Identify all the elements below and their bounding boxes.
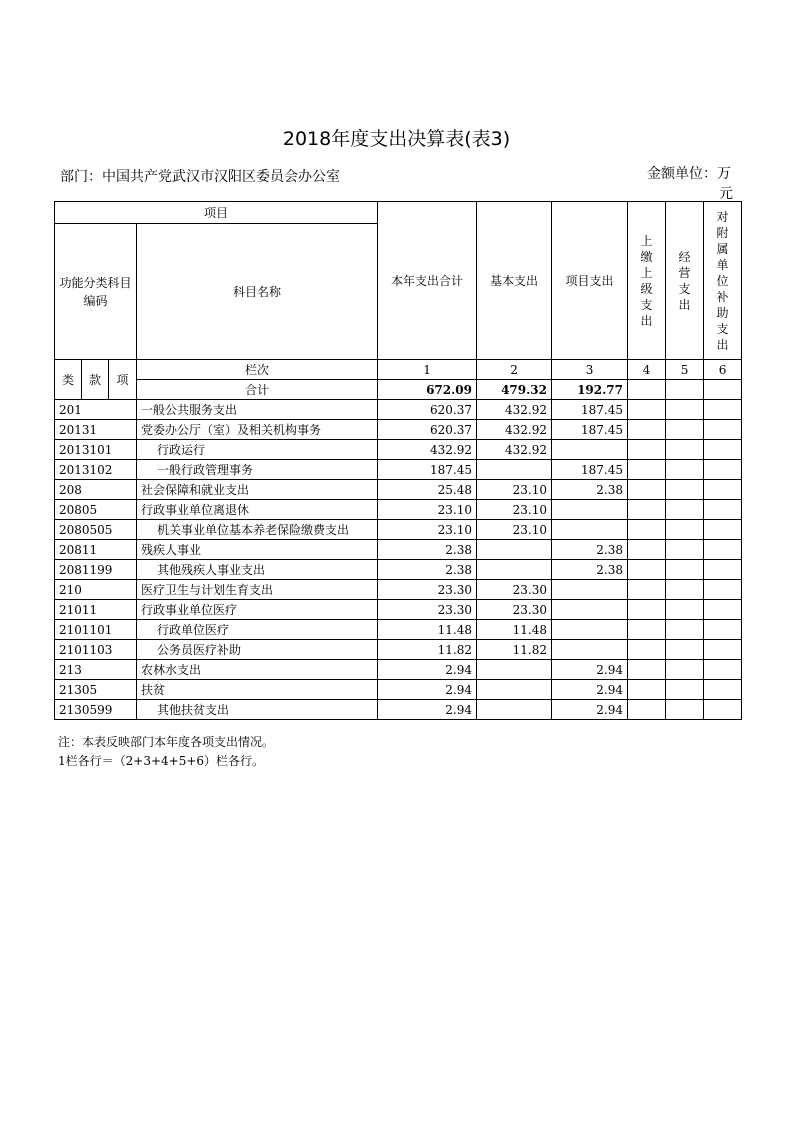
header-char: 位 (716, 273, 729, 288)
header-upper (628, 202, 666, 360)
row-item: 2.94 (552, 680, 628, 700)
sum-business (666, 380, 704, 400)
row-code: 2013101 (55, 440, 137, 460)
row-basic: 11.82 (477, 640, 552, 660)
row-code: 210 (55, 580, 137, 600)
header-char: 补 (716, 289, 729, 304)
row-subsidy (704, 440, 742, 460)
header-char: 出 (716, 337, 729, 352)
row-business (666, 480, 704, 500)
col-num: 3 (552, 360, 628, 380)
row-total: 2.94 (378, 680, 477, 700)
department-label: 部门：中国共产党武汉市汉阳区委员会办公室 (60, 169, 340, 185)
row-basic: 23.10 (477, 520, 552, 540)
header-subsidy (704, 202, 742, 360)
row-code: 2081199 (55, 560, 137, 580)
row-name: 其他扶贫支出 (137, 700, 378, 720)
header-lanci: 栏次 (137, 360, 378, 380)
row-basic (477, 680, 552, 700)
row-name: 社会保障和就业支出 (137, 480, 378, 500)
row-business (666, 660, 704, 680)
header-char: 单 (716, 257, 729, 272)
header-char: 出 (678, 297, 691, 312)
row-basic: 11.48 (477, 620, 552, 640)
sum-subsidy (704, 380, 742, 400)
row-item (552, 500, 628, 520)
note-line: 注：本表反映部门本年度各项支出情况。 (58, 735, 275, 749)
header-total: 本年支出合计 (378, 202, 477, 360)
row-upper (628, 480, 666, 500)
row-total: 23.10 (378, 520, 477, 540)
row-total: 187.45 (378, 460, 477, 480)
row-subsidy (704, 460, 742, 480)
row-code: 2080505 (55, 520, 137, 540)
table-row (55, 560, 742, 580)
row-upper (628, 420, 666, 440)
row-basic: 23.30 (477, 600, 552, 620)
row-basic: 23.30 (477, 580, 552, 600)
col-num: 1 (378, 360, 477, 380)
row-business (666, 600, 704, 620)
header-char: 属 (716, 241, 729, 256)
row-total: 620.37 (378, 420, 477, 440)
header-char: 缴 (640, 249, 653, 264)
row-basic (477, 660, 552, 680)
row-code: 20131 (55, 420, 137, 440)
row-name: 一般行政管理事务 (137, 460, 378, 480)
row-upper (628, 640, 666, 660)
row-name: 行政事业单位医疗 (137, 600, 378, 620)
header-func-code: 功能分类科目编码 (55, 224, 137, 360)
row-subsidy (704, 640, 742, 660)
row-item (552, 580, 628, 600)
expenditure-table (54, 201, 742, 720)
note-line: 1栏各行＝（2+3+4+5+6）栏各行。 (58, 754, 265, 768)
header-char: 经 (678, 249, 691, 264)
row-code: 213 (55, 660, 137, 680)
row-name: 公务员医疗补助 (137, 640, 378, 660)
table-row (55, 640, 742, 660)
row-name: 残疾人事业 (137, 540, 378, 560)
header-lei: 类 (55, 360, 82, 400)
row-total: 432.92 (378, 440, 477, 460)
row-subsidy (704, 540, 742, 560)
row-basic (477, 700, 552, 720)
table-row (55, 400, 742, 420)
header-char: 出 (640, 313, 653, 328)
row-name: 农林水支出 (137, 660, 378, 680)
table-row (55, 580, 742, 600)
amount-unit-text: 金额单位：万 (647, 166, 731, 182)
row-item (552, 520, 628, 540)
row-item: 2.38 (552, 560, 628, 580)
row-business (666, 420, 704, 440)
row-subsidy (704, 400, 742, 420)
row-total: 2.38 (378, 540, 477, 560)
sum-item: 192.77 (552, 380, 628, 400)
row-upper (628, 460, 666, 480)
row-code: 2101101 (55, 620, 137, 640)
row-basic (477, 560, 552, 580)
row-business (666, 400, 704, 420)
row-business (666, 620, 704, 640)
row-subsidy (704, 420, 742, 440)
table-row (55, 440, 742, 460)
table-row (55, 680, 742, 700)
header-char: 附 (716, 225, 729, 240)
table-row (55, 660, 742, 680)
amount-unit-label (647, 164, 737, 204)
row-item: 2.38 (552, 480, 628, 500)
table-row (55, 480, 742, 500)
row-upper (628, 700, 666, 720)
row-business (666, 460, 704, 480)
table-row (55, 500, 742, 520)
row-total: 11.48 (378, 620, 477, 640)
row-total: 23.30 (378, 600, 477, 620)
page-title: 2018年度支出决算表(表3) (282, 128, 511, 150)
row-upper (628, 400, 666, 420)
header-char: 支 (716, 321, 729, 336)
row-business (666, 540, 704, 560)
row-name: 机关事业单位基本养老保险缴费支出 (137, 520, 378, 540)
row-item (552, 600, 628, 620)
sum-total: 672.09 (378, 380, 477, 400)
row-business (666, 520, 704, 540)
row-basic (477, 460, 552, 480)
row-code: 201 (55, 400, 137, 420)
row-basic: 432.92 (477, 440, 552, 460)
row-item (552, 620, 628, 640)
row-item: 2.38 (552, 540, 628, 560)
row-total: 23.10 (378, 500, 477, 520)
header-char: 支 (678, 281, 691, 296)
col-num: 6 (704, 360, 742, 380)
row-name: 行政事业单位离退休 (137, 500, 378, 520)
row-code: 208 (55, 480, 137, 500)
notes (58, 733, 274, 771)
amount-unit-suffix: 元 (719, 186, 733, 202)
row-business (666, 700, 704, 720)
col-num: 2 (477, 360, 552, 380)
header-char: 上 (640, 265, 653, 280)
row-total: 2.38 (378, 560, 477, 580)
row-subsidy (704, 620, 742, 640)
row-subsidy (704, 660, 742, 680)
row-subsidy (704, 600, 742, 620)
row-total: 25.48 (378, 480, 477, 500)
row-name: 党委办公厅（室）及相关机构事务 (137, 420, 378, 440)
row-name: 行政运行 (137, 440, 378, 460)
row-business (666, 580, 704, 600)
row-business (666, 640, 704, 660)
row-subsidy (704, 580, 742, 600)
header-item: 项目支出 (552, 202, 628, 360)
table-row (55, 420, 742, 440)
row-upper (628, 580, 666, 600)
table-row (55, 540, 742, 560)
row-code: 21011 (55, 600, 137, 620)
table-row (55, 620, 742, 640)
header-char: 营 (678, 265, 691, 280)
row-code: 2101103 (55, 640, 137, 660)
row-item: 187.45 (552, 460, 628, 480)
row-business (666, 680, 704, 700)
row-upper (628, 440, 666, 460)
row-subsidy (704, 560, 742, 580)
row-upper (628, 500, 666, 520)
row-code: 20811 (55, 540, 137, 560)
row-upper (628, 660, 666, 680)
row-subsidy (704, 520, 742, 540)
row-total: 11.82 (378, 640, 477, 660)
col-num: 4 (628, 360, 666, 380)
row-code: 2130599 (55, 700, 137, 720)
header-subject-name: 科目名称 (137, 224, 378, 360)
col-num: 5 (666, 360, 704, 380)
row-name: 行政单位医疗 (137, 620, 378, 640)
row-basic: 23.10 (477, 500, 552, 520)
row-item: 2.94 (552, 660, 628, 680)
header-business (666, 202, 704, 360)
row-subsidy (704, 480, 742, 500)
row-basic: 23.10 (477, 480, 552, 500)
row-upper (628, 680, 666, 700)
table-row (55, 600, 742, 620)
row-business (666, 560, 704, 580)
header-project: 项目 (55, 202, 378, 224)
header-char: 助 (716, 305, 729, 320)
header-char: 支 (640, 297, 653, 312)
header-char: 级 (640, 281, 653, 296)
header-char: 上 (640, 233, 653, 248)
row-subsidy (704, 500, 742, 520)
table-row (55, 700, 742, 720)
row-item (552, 640, 628, 660)
row-subsidy (704, 700, 742, 720)
sum-label: 合计 (137, 380, 378, 400)
row-upper (628, 600, 666, 620)
table-row (55, 520, 742, 540)
header-kuan: 款 (82, 360, 109, 400)
row-upper (628, 540, 666, 560)
row-total: 23.30 (378, 580, 477, 600)
row-total: 620.37 (378, 400, 477, 420)
row-code: 21305 (55, 680, 137, 700)
sum-basic: 479.32 (477, 380, 552, 400)
row-business (666, 440, 704, 460)
row-upper (628, 620, 666, 640)
row-name: 扶贫 (137, 680, 378, 700)
row-total: 2.94 (378, 700, 477, 720)
row-basic: 432.92 (477, 400, 552, 420)
row-total: 2.94 (378, 660, 477, 680)
row-name: 其他残疾人事业支出 (137, 560, 378, 580)
row-item: 187.45 (552, 400, 628, 420)
row-item: 187.45 (552, 420, 628, 440)
row-business (666, 500, 704, 520)
row-item (552, 440, 628, 460)
row-basic: 432.92 (477, 420, 552, 440)
row-code: 2013102 (55, 460, 137, 480)
row-name: 医疗卫生与计划生育支出 (137, 580, 378, 600)
header-char: 对 (716, 209, 729, 224)
header-basic: 基本支出 (477, 202, 552, 360)
row-upper (628, 560, 666, 580)
row-item: 2.94 (552, 700, 628, 720)
row-upper (628, 520, 666, 540)
sum-upper (628, 380, 666, 400)
row-code: 20805 (55, 500, 137, 520)
row-name: 一般公共服务支出 (137, 400, 378, 420)
header-xiang: 项 (109, 360, 137, 400)
table-row (55, 460, 742, 480)
row-basic (477, 540, 552, 560)
row-subsidy (704, 680, 742, 700)
